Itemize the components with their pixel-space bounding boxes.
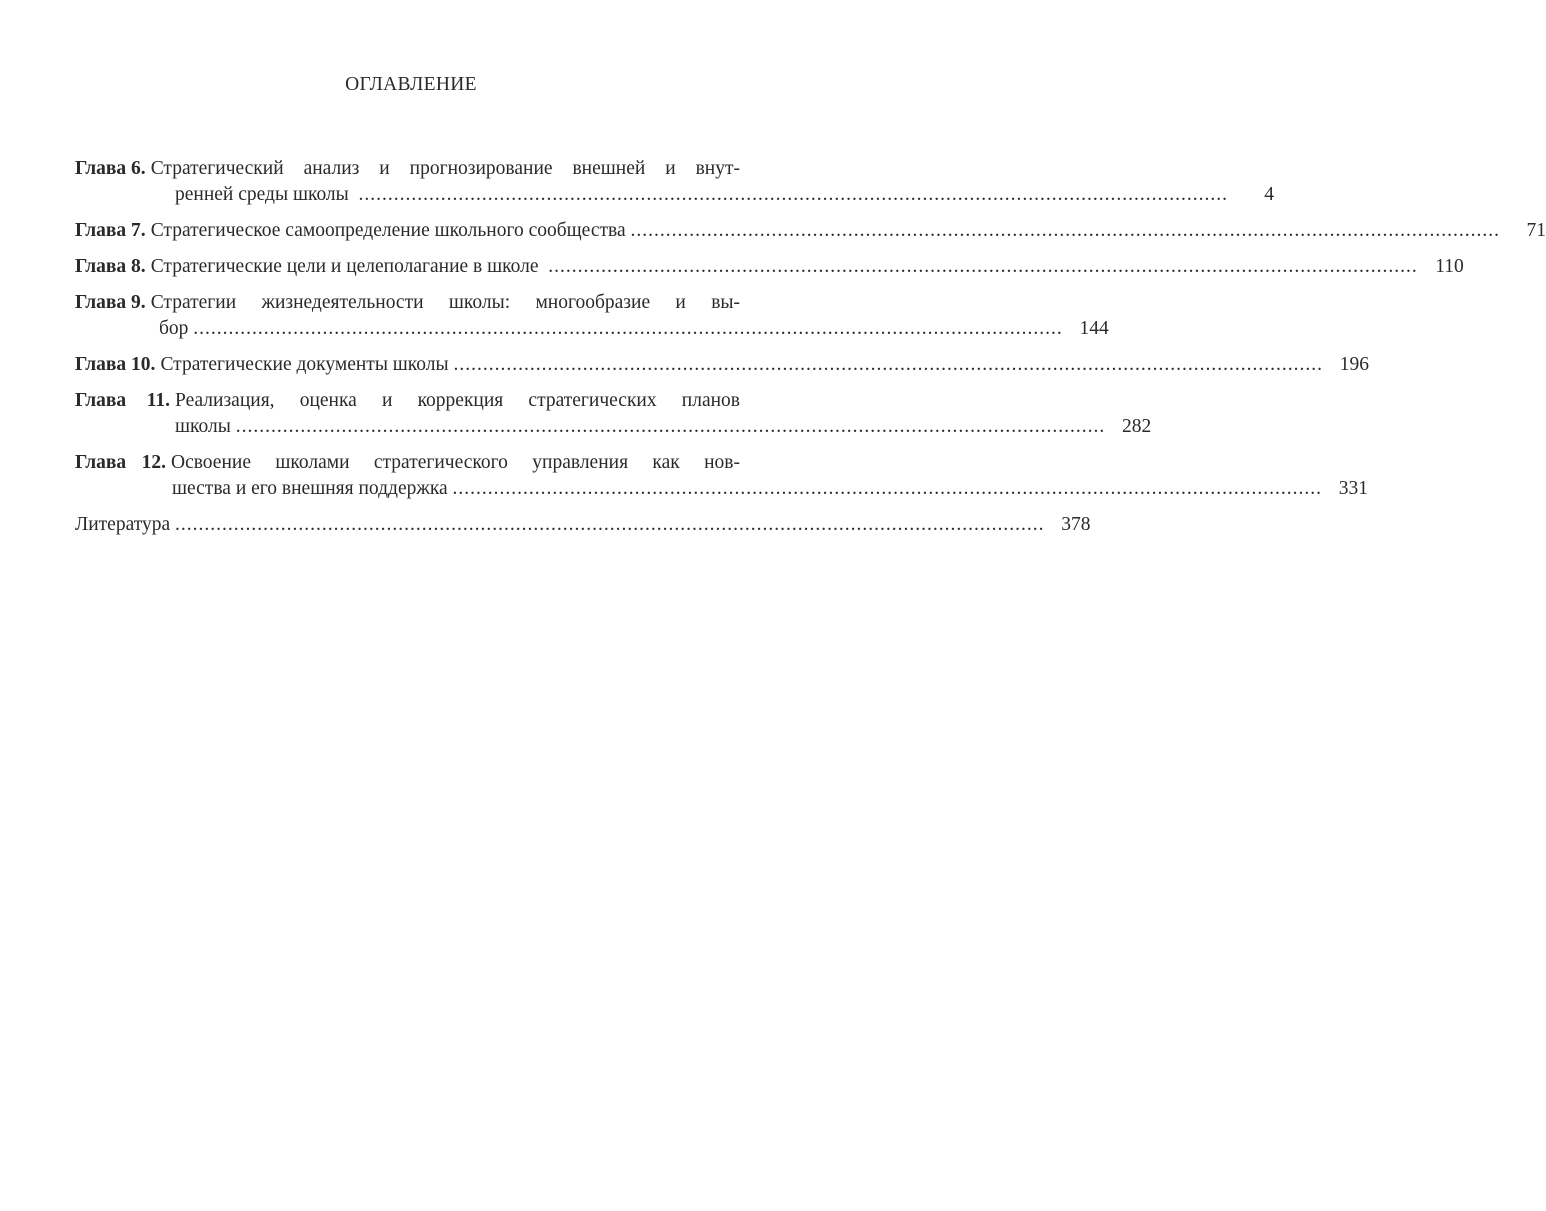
toc-entry-chapter-10[interactable] bbox=[75, 352, 1369, 378]
page-number: 378 bbox=[1061, 514, 1091, 535]
chapter-label: Глава 9. bbox=[75, 292, 146, 313]
toc-entry-chapter-7[interactable] bbox=[75, 218, 1546, 244]
toc-entry-chapter-12[interactable] bbox=[75, 450, 1369, 502]
page-number: 71 bbox=[1526, 220, 1546, 241]
chapter-title: Стратегический анализ и прогнозирование внешней и внут- bbox=[150, 158, 740, 179]
dot-leader: .................................................................................................................................................... bbox=[453, 354, 1323, 375]
chapter-title-continued: шества и его внешняя поддержка bbox=[172, 478, 448, 499]
dot-leader: .................................................................................................................................................... bbox=[235, 416, 1106, 437]
toc-entry-chapter-8[interactable] bbox=[75, 254, 1464, 280]
chapter-label: Глава 6. bbox=[75, 158, 146, 179]
chapter-label: Глава 7. bbox=[75, 220, 146, 241]
chapter-title: Освоение школами стратегического управления как нов- bbox=[171, 452, 740, 473]
chapter-label: Глава 10. bbox=[75, 354, 156, 375]
page-number: 331 bbox=[1338, 478, 1369, 499]
chapter-label: Глава 12. bbox=[75, 452, 166, 473]
entry-title: Литература bbox=[75, 514, 171, 535]
dot-leader: .................................................................................................................................................... bbox=[358, 184, 1229, 205]
chapter-label: Глава 8. bbox=[75, 256, 146, 277]
toc-entry-chapter-9[interactable] bbox=[75, 290, 1109, 342]
page-number: 144 bbox=[1079, 318, 1109, 339]
chapter-title: Реализация, оценка и коррекция стратегических планов bbox=[175, 390, 740, 411]
chapter-title-continued: ренней среды школы bbox=[175, 184, 349, 205]
dot-leader: .................................................................................................................................................... bbox=[548, 256, 1418, 277]
chapter-title-continued: бор bbox=[159, 318, 189, 339]
page-number: 4 bbox=[1264, 184, 1275, 205]
page-number: 110 bbox=[1435, 256, 1464, 277]
chapter-title: Стратегическое самоопределение школьного сообщества bbox=[150, 220, 626, 241]
dot-leader: .................................................................................................................................................... bbox=[193, 318, 1063, 339]
toc-entry-literature[interactable] bbox=[75, 512, 1091, 538]
chapter-title: Стратегические документы школы bbox=[160, 354, 449, 375]
dot-leader: .................................................................................................................................................... bbox=[452, 478, 1323, 499]
toc-entry-chapter-11[interactable] bbox=[75, 388, 1152, 440]
chapter-title-continued: школы bbox=[175, 416, 231, 437]
page-number: 282 bbox=[1121, 416, 1152, 437]
dot-leader: .................................................................................................................................................... bbox=[630, 220, 1500, 241]
chapter-title: Стратегии жизнедеятельности школы: многообразие и вы- bbox=[150, 292, 740, 313]
chapter-label: Глава 11. bbox=[75, 390, 170, 411]
page-title: ОГЛАВЛЕНИЕ bbox=[345, 74, 477, 95]
chapter-title: Стратегические цели и целеполагание в школе bbox=[150, 256, 539, 277]
dot-leader: .................................................................................................................................................... bbox=[175, 514, 1045, 535]
toc-entry-chapter-6[interactable] bbox=[75, 156, 1275, 208]
page-number: 196 bbox=[1339, 354, 1369, 375]
table-of-contents bbox=[75, 156, 1546, 548]
